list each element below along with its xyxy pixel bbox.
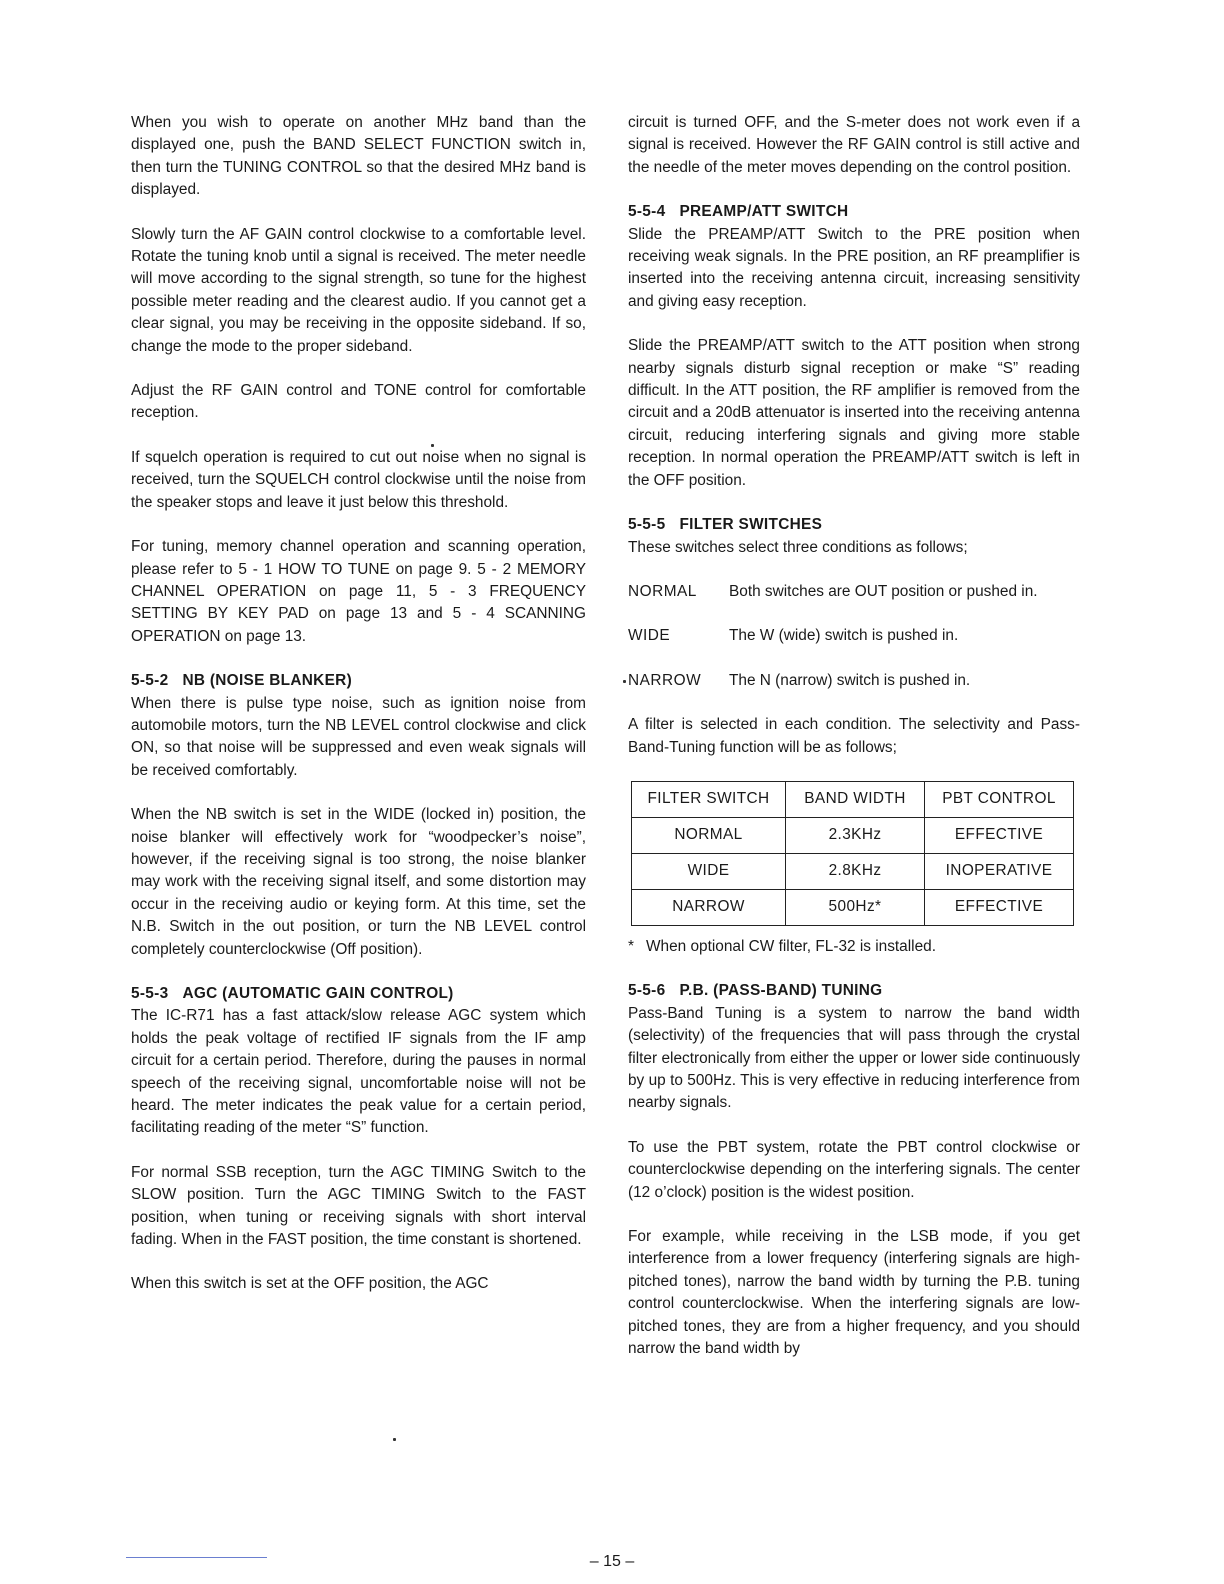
table-header: PBT CONTROL: [925, 781, 1074, 817]
paragraph: For example, while receiving in the LSB mode, if you get interference from a lower frequency (interfering signals are high-pitched tones), narrow the band width by turning the P.B. tuning control counterclockwise. When the interfering signals are low-pitched tones, they are from a higher frequency, and you should narrow the band width by: [628, 1228, 1080, 1358]
table-cell: WIDE: [632, 853, 786, 889]
table-header: FILTER SWITCH: [632, 781, 786, 817]
paragraph: Adjust the RF GAIN control and TONE control for comfortable reception.: [131, 382, 586, 422]
scan-speck: [393, 1438, 396, 1441]
condition-narrow: NARROW The N (narrow) switch is pushed in.: [628, 671, 971, 689]
footer-line: [126, 1557, 267, 1558]
paragraph: For tuning, memory channel operation and scanning operation, please refer to 5 - 1 HOW TO TUNE on page 9. 5 - 2 MEMORY CHANNEL OPERATION on page 11, 5 - 3 FREQUENCY SETTING BY KEY PAD on page 13 and 5 - 4 SCANNING OPERATION on page 13.: [131, 538, 586, 645]
paragraph: When there is pulse type noise, such as ignition noise from automobile motors, turn the NB LEVEL control clockwise and click ON, so that noise will be suppressed and even weak signals will be received comfortably.: [131, 694, 586, 779]
section-heading-5-5-6: 5-5-6 P.B. (PASS-BAND) TUNING: [628, 982, 883, 1000]
table-row: [632, 817, 1074, 853]
table-cell: 2.8KHz: [786, 853, 925, 889]
section-heading-5-5-4: 5-5-4 PREAMP/ATT SWITCH: [628, 203, 849, 221]
table-cell: NORMAL: [632, 817, 786, 853]
paragraph: To use the PBT system, rotate the PBT control clockwise or counterclockwise depending on the interfering signals. The center (12 o’clock) position is the widest position.: [628, 1138, 1080, 1201]
table-cell: 2.3KHz: [786, 817, 925, 853]
page-number: – 15 –: [589, 1553, 635, 1570]
paragraph: Pass-Band Tuning is a system to narrow the band width (selectivity) of the frequencies that will pass through the crystal filter electronically from either the upper or lower side continuously by up to 500Hz. This is very effective in reducing interference from nearby signals.: [628, 1004, 1080, 1112]
scan-speck: [623, 680, 626, 683]
table-cell: 500Hz*: [786, 889, 925, 925]
paragraph: If squelch operation is required to cut out noise when no signal is received, turn the SQUELCH control clockwise until the noise from the speaker stops and leave it just below this threshold.: [131, 448, 586, 511]
left-column: [131, 112, 586, 1318]
section-heading-5-5-5: 5-5-5 FILTER SWITCHES: [628, 516, 823, 534]
table-cell: INOPERATIVE: [925, 853, 1074, 889]
paragraph: Slowly turn the AF GAIN control clockwise to a comfortable level. Rotate the tuning knob until a signal is received. The meter needle will move according to the signal strength, so tune for the highest possible meter reading and the clearest audio. If you cannot get a clear signal, you may be receiving in the opposite sideband. If so, change the mode to the proper sideband.: [131, 225, 586, 355]
paragraph: A filter is selected in each condition. The selectivity and Pass-Band-Tuning function will be as follows;: [628, 716, 1080, 756]
section-heading-5-5-2: 5-5-2 NB (NOISE BLANKER): [131, 672, 353, 690]
table-cell: NARROW: [632, 889, 786, 925]
table-row: [632, 853, 1074, 889]
paragraph: When the NB switch is set in the WIDE (locked in) position, the noise blanker will effectively work for “woodpecker’s noise”, however, if the receiving signal is too strong, the noise blanker may work with the receiving signal itself, and some distortion may occur in the receiving audio or keying form. At this time, set the N.B. Switch in the out position, or turn the NB LEVEL control completely counterclockwise (Off position).: [131, 806, 586, 958]
condition-normal: NORMAL Both switches are OUT position or pushed in.: [628, 582, 1038, 600]
table-cell: EFFECTIVE: [925, 889, 1074, 925]
filter-table: [631, 781, 1074, 926]
paragraph: The IC-R71 has a fast attack/slow release AGC system which holds the peak voltage of rectified IF signals from the IF amp circuit for a certain period. Therefore, during the pauses in normal speech of the receiving signal, uncomfortable noise will not be heard. The meter indicates the peak value for a certain period, facilitating reading of the meter “S” function.: [131, 1007, 586, 1137]
footnote: * When optional CW filter, FL-32 is installed.: [628, 937, 936, 955]
table-cell: EFFECTIVE: [925, 817, 1074, 853]
condition-wide: WIDE The W (wide) switch is pushed in.: [628, 627, 959, 645]
table-row: [632, 889, 1074, 925]
table-header: BAND WIDTH: [786, 781, 925, 817]
section-heading-5-5-3: 5-5-3 AGC (AUTOMATIC GAIN CONTROL): [131, 985, 454, 1002]
paragraph: circuit is turned OFF, and the S-meter does not work even if a signal is received. However the RF GAIN control is still active and the needle of the meter moves depending on the control position.: [628, 114, 1080, 176]
paragraph: When this switch is set at the OFF position, the AGC: [131, 1275, 489, 1293]
paragraph: When you wish to operate on another MHz band than the displayed one, push the BAND SELECT FUNCTION switch in, then turn the TUNING CONTROL so that the desired MHz band is displayed.: [131, 114, 586, 199]
paragraph: Slide the PREAMP/ATT switch to the ATT position when strong nearby signals disturb signal reception or make “S” reading difficult. In the ATT position, the RF amplifier is removed from the circuit and a 20dB attenuator is inserted into the receiving antenna circuit, reducing interfering signals and giving more stable reception. In normal operation the PREAMP/ATT switch is left in the OFF position.: [628, 337, 1080, 489]
paragraph: Slide the PREAMP/ATT Switch to the PRE position when receiving weak signals. In the PRE position, an RF preamplifier is inserted into the receiving antenna circuit, increasing sensitivity and giving easy reception.: [628, 225, 1080, 310]
paragraph: For normal SSB reception, turn the AGC TIMING Switch to the SLOW position. Turn the AGC TIMING Switch to the FAST position, when tuning or receiving signals with short interval fading. When in the FAST position, the time constant is shortened.: [131, 1163, 586, 1249]
table-header-row: [632, 781, 1074, 817]
scan-speck: [431, 444, 434, 447]
paragraph: These switches select three conditions as follows;: [628, 538, 968, 556]
right-column: [628, 112, 1080, 1382]
